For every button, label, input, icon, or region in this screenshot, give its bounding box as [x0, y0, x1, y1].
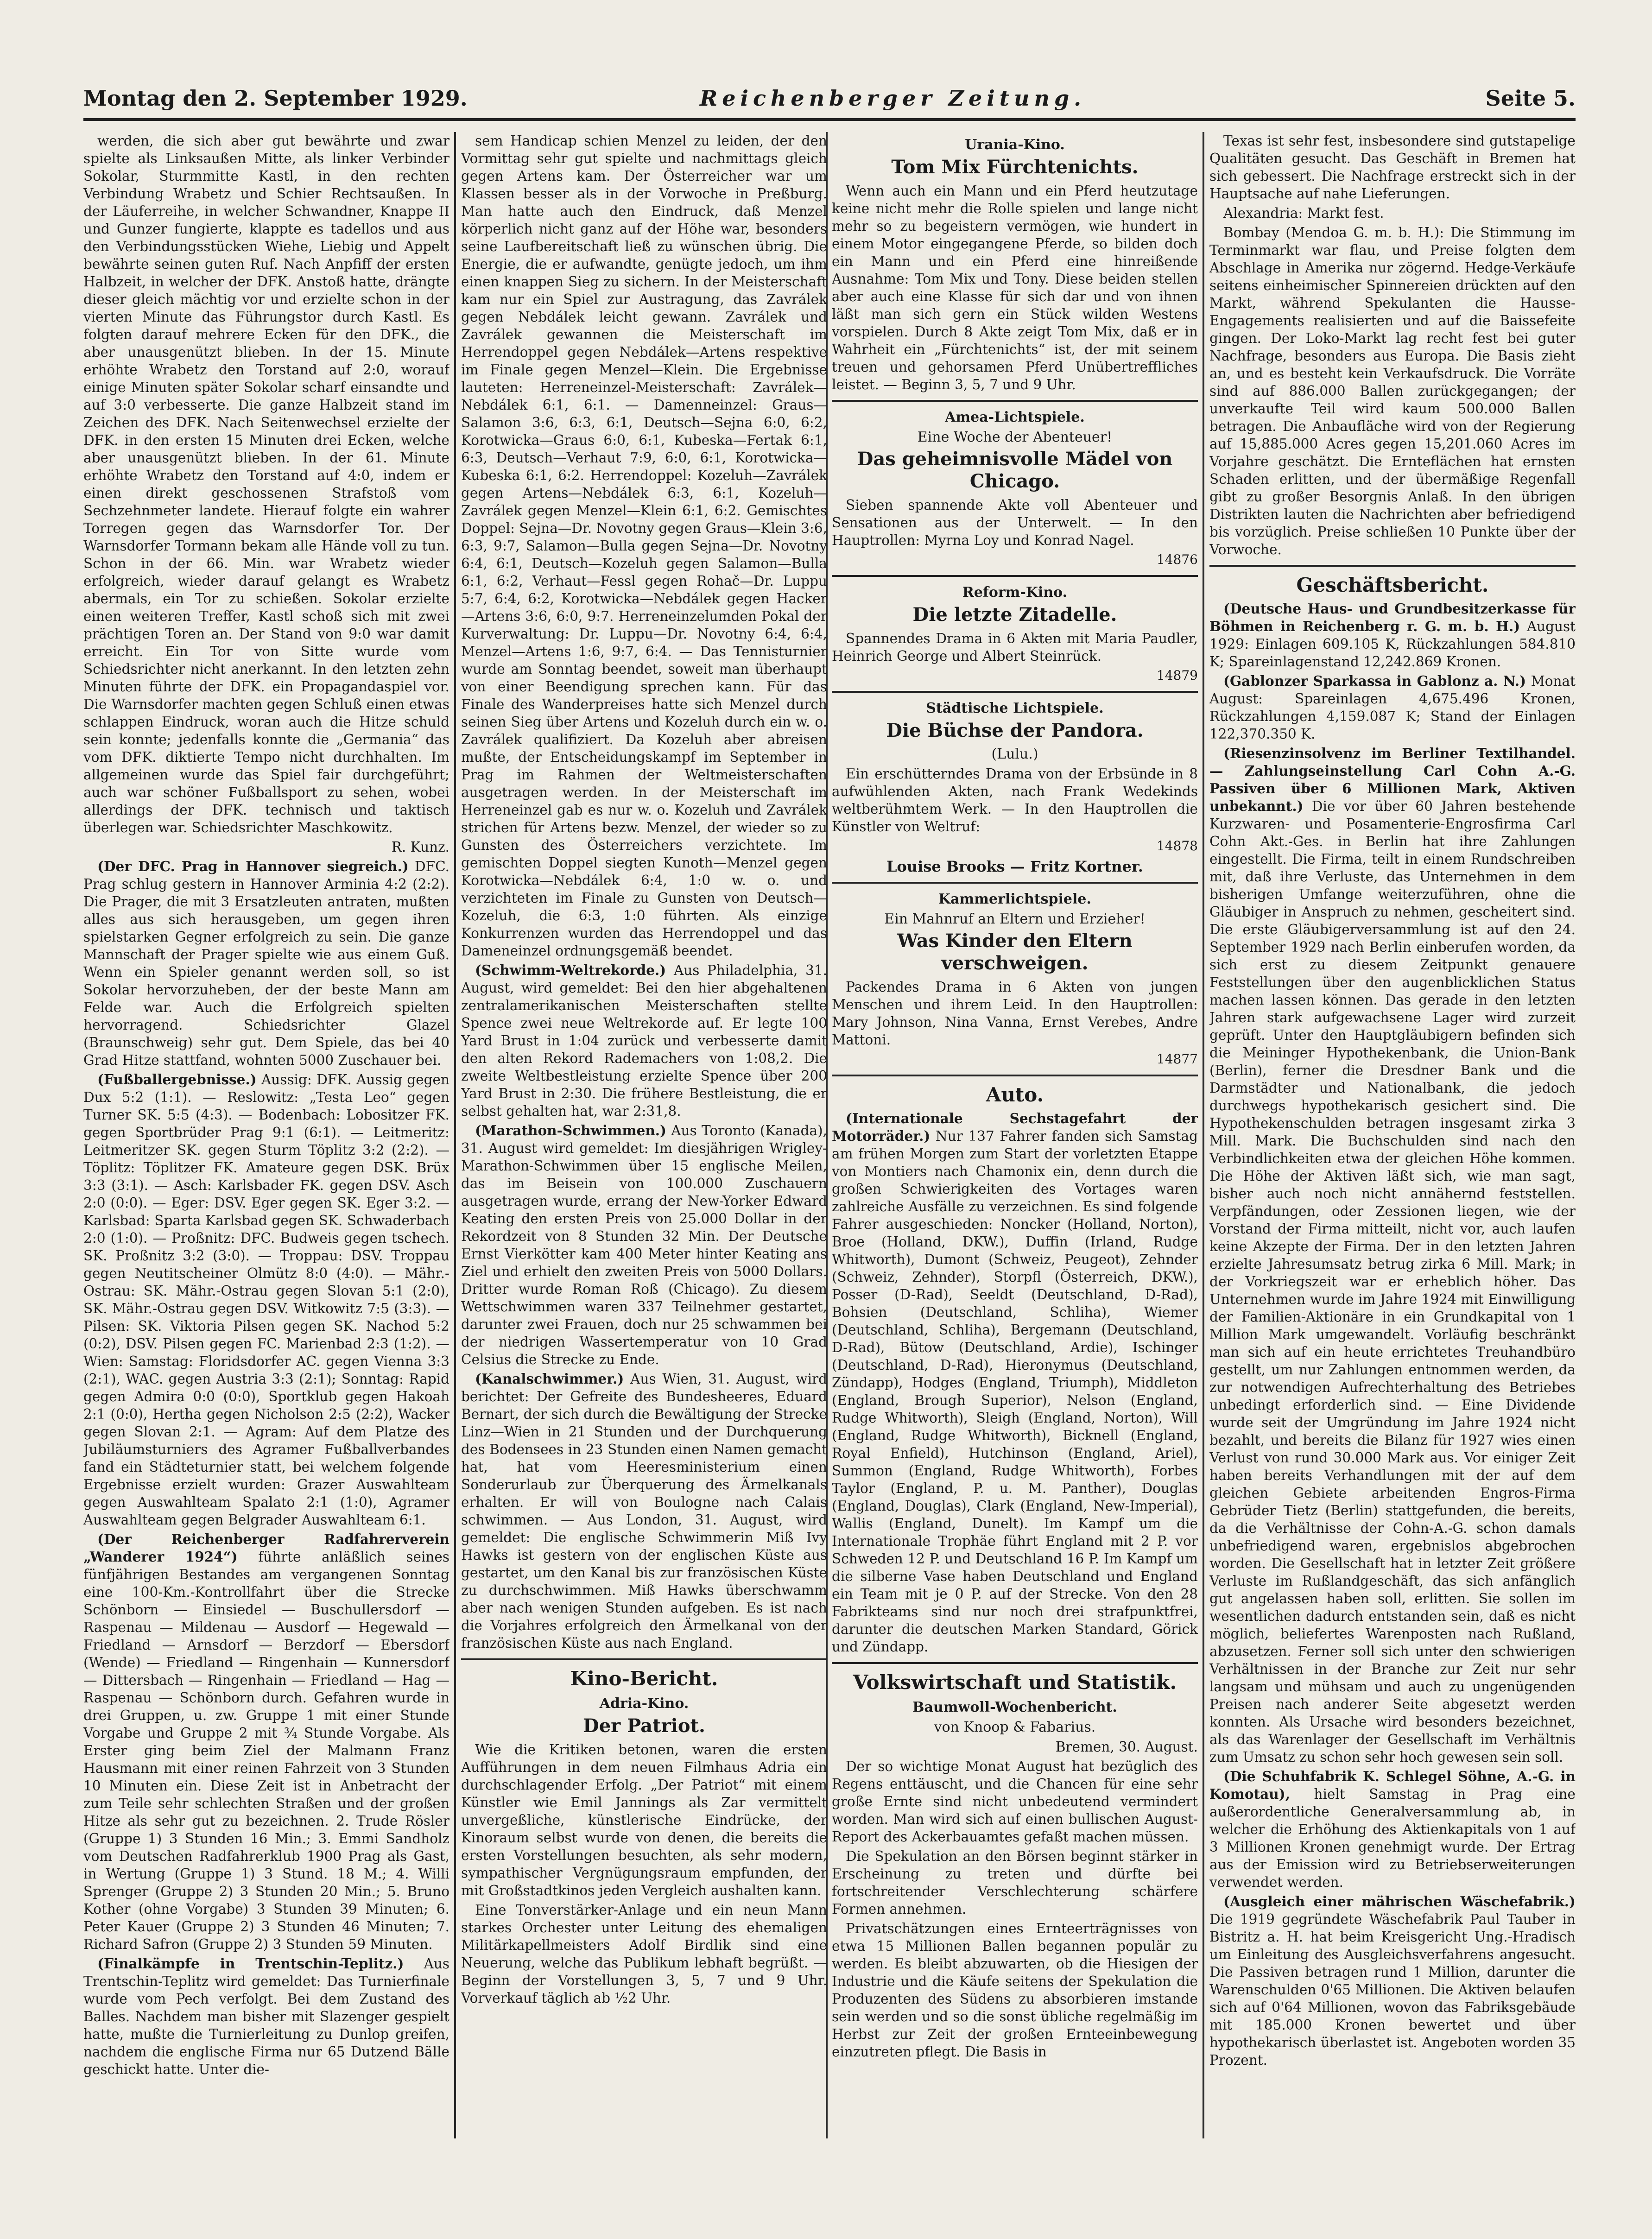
article-paragraph	[83, 1531, 449, 1953]
article-paragraph	[83, 858, 449, 1069]
article-body: hielt Samstag in Prag eine außerordentliche Generalversammlung ab, in welcher die Erhöhung des Aktienkapitals von 1 auf 3 Millionen Kronen genehmigt wurde. Der Ertrag aus der Emission wird zu Betriebserweiterungen verwendet werden.	[1209, 1786, 1576, 1890]
article-lead: (Der DFC. Prag in Hannover siegreich.)	[97, 858, 409, 874]
section-subtitle: Baumwoll-Wochenbericht.	[912, 1699, 1117, 1715]
article-paragraph: Ein erschütterndes Drama von der Erbsünde in 8 aufwühlenden Akten, nach Frank Wedekinds weltberühmtem Werk. — In den Hauptrollen die Künstler von Weltruf:	[832, 766, 1198, 835]
section-divider	[832, 691, 1198, 693]
article-paragraph: Wenn auch ein Mann und ein Pferd heutzutage keine nicht mehr die Rolle spielen und lange nicht mehr so zu begeistern vermögen, wie hundert in einem Motor eingegangene Pferde, so bilden doch ein Mann und ein Pferd eine hinreißende Ausnahme: Tom Mix und Tony. Diese beiden stellen aber auch eine Klasse für sich dar und von ihnen läßt man sich gern ein Stück wilden Westens vorspielen. Durch 8 Akte zeigt Tom Mix, daß er in Wahrheit ein „Fürchtenichts“ ist, der mit seinem treuen und gehorsamen Pferd Unübertreffliches leistet. — Beginn 3, 5, 7 und 9 Uhr.	[832, 183, 1198, 392]
section-divider	[461, 1658, 827, 1660]
cinema-name: Adria-Kino.	[599, 1695, 689, 1712]
article-body: Aussig: DFK. Aussig gegen Dux 5:2 (1:1). — Reslowitz: „Testa Leo“ gegen Turner SK. 5:5 (4:3). — Bodenbach: Lobositzer FK. gegen Sportbrüder Prag 9:1 (6:1). — Leitmeritz: Leitmeritzer SK. gegen Sturm Töplitz 3:2 (2:2). — Töplitz: Töplitzer FK. Amateure gegen DSK. Brüx 3:3 (3:1). — Asch: Karlsbader FK. gegen DSV. Asch 2:0 (0:0). — Eger: DSV. Eger gegen SK. Eger 3:2. — Karlsbad: Sparta Karlsbad gegen SK. Schwaderbach 2:0 (1:0). — Proßnitz: DFC. Budweis gegen tschech. SK. Proßnitz 3:2 (3:0). — Troppau: DSV. Troppau gegen Neutitscheiner Olmütz 8:0 (4:0). — Mähr.-Ostrau: SK. Mähr.-Ostrau gegen Slovan 5:1 (2:0), SK. Mähr.-Ostrau gegen DSV. Witkowitz 7:5 (3:3). — Pilsen: SK. Viktoria Pilsen gegen SK. Nachod 5:2 (0:2), DSV. Pilsen gegen FC. Marienbad 2:3 (1:2). — Wien: Samstag: Floridsdorfer AC. gegen Vienna 3:3 (2:1), WAC. gegen Austria 3:3 (2:1); Sonntag: Rapid gegen Admira 0:0 (0:0), Sportklub gegen Hakoah 2:1 (0:0), Hertha gegen Nicholson 2:5 (2:2), Wacker gegen Slovan 2:1. — Agram: Auf dem Platze des Jubiläumsturniers des Agramer Fußballverbandes fand ein Städteturnier statt, bei welchem folgende Ergebnisse erzielt wurden: Grazer Auswahlteam gegen Auswahlteam Spalato 2:1 (1:0), Agramer Auswahlteam gegen Belgrader Auswahlteam 6:1.	[83, 1072, 449, 1528]
article-paragraph: Texas ist sehr fest, insbesondere sind gutstapelige Qualitäten gesucht. Das Geschäft in Bremen hat sich gebessert. Die Nachfrage erstreckt sich in der Hauptsache auf nahe Lieferungen.	[1209, 133, 1576, 202]
header-date: Montag den 2. September 1929.	[83, 86, 468, 111]
column-rule	[1203, 132, 1204, 2138]
cinema-name: Städtische Lichtspiele.	[926, 700, 1104, 716]
section-divider	[1209, 565, 1576, 567]
article-lead: (Kanalschwimmer.)	[475, 1371, 624, 1387]
article-paragraph	[1209, 745, 1576, 1766]
article-body: Aus Toronto (Kanada), 31. August wird gemeldet: Im diesjährigen Wrigley-Marathon-Schwimmen über 15 englische Meilen, das im Beisein von 100.000 Zuschauern ausgetragen wurde, errang der New-Yorker Edward Keating den ersten Preis von 25.000 Dollar in der Rekordzeit von 8 Stunden 32 Min. Der Deutsche Ernst Vierkötter kam 400 Meter hinter Keating ans Ziel und erhielt den zweiten Preis von 5000 Dollars. Dritter wurde Roman Roß (Chicago). Zu diesem Wettschwimmen waren 337 Teilnehmer gestartet, darunter zwei Frauen, doch nur 25 schwammen bei der niedrigen Wassertemperatur von 10 Grad Celsius die Strecke zu Ende.	[461, 1123, 827, 1367]
article-paragraph: Alexandria: Markt fest.	[1223, 205, 1384, 221]
section-divider	[832, 575, 1198, 577]
article-lead: (Marathon-Schwimmen.)	[475, 1122, 667, 1138]
column-3	[832, 132, 1198, 2138]
article-body: führte anläßlich seines fünfjährigen Bestandes am vergangenen Sonntag eine 100-Km.-Kontrollfahrt über die Strecke Schönborn — Einsiedel — Buschullersdorf — Raspenau — Mildenau — Ausdorf — Hegewald — Friedland — Arnsdorf — Berzdorf — Ebersdorf (Wende) — Friedland — Ringenhain — Kunnersdorf — Dittersbach — Ringenhain — Friedland — Hag — Raspenau — Schönborn durch. Gefahren wurde in drei Gruppen, u. zw. Gruppe 1 mit einer Stunde Vorgabe und Gruppe 2 mit ¾ Stunde Vorgabe. Als Erster ging beim Ziel der Malmann Franz Hausmann mit einer reinen Fahrzeit von 3 Stunden 10 Minuten ein. Diese Zeit ist in Anbetracht der zum Teile sehr schlechten Straßen und der großen Hitze als sehr gut zu bezeichnen. 2. Trude Rösler (Gruppe 1) 3 Stunden 16 Min.; 3. Emmi Sandholz vom Deutschen Radfahrerklub 1900 Prag als Gast, in Wertung (Gruppe 1) 3 Stund. 18 M.; 4. Willi Sprenger (Gruppe 2) 3 Stunden 20 Min.; 5. Bruno Kother (ohne Vorgabe) 3 Stunden 39 Minuten; 6. Peter Kauer (Gruppe 2) 3 Stunden 46 Minuten; 7. Richard Safron (Gruppe 2) 3 Stunden 59 Minuten.	[83, 1549, 449, 1952]
article-paragraph	[1209, 1768, 1576, 1891]
article-paragraph	[461, 961, 827, 1120]
cinema-name: Amea-Lichtspiele.	[945, 409, 1085, 425]
article-paragraph	[83, 1955, 449, 2078]
film-title: Das geheimnisvolle Mädel von Chicago.	[857, 448, 1173, 492]
ad-code: 14877	[1156, 1051, 1198, 1067]
article-body: Aus Philadelphia, 31. August, wird gemeldet: Bei den hier abgehaltenen zentralamerikanischen Meisterschaften stellte Spence zwei neue Weltrekorde auf. Er legte 100 Yard Brust in 1:04 zurück und verbesserte damit den alten Rekord Rademachers von 1:08,2. Die zweite Weltbestleistung erzielte Spence über 200 Yard Brust in 2:30. Die frühere Bestleistung, die er selbst gehalten hat, war 2:31,8.	[461, 962, 827, 1119]
article-paragraph: Sieben spannende Akte voll Abenteuer und Sensationen aus der Unterwelt. — In den Hauptrollen: Myrna Loy und Konrad Nagel.	[832, 497, 1198, 548]
article-lead: (Finalkämpfe in Trentschin-Teplitz.)	[97, 1955, 404, 1972]
article-body: Monat August: Spareinlagen 4,675.496 Kronen, Rückzahlungen 4,159.087 K; Stand der Einlagen 122,370.350 K.	[1209, 673, 1576, 742]
article-paragraph: Eine Tonverstärker-Anlage und ein neun Mann starkes Orchester unter Leitung des ehemaligen Militärkapellmeisters Adolf Birdlik sind eine Neuerung, welche das Publikum lebhaft begrüßt. — Beginn der Vorstellungen 3, 5, 7 und 9 Uhr. Vorverkauf täglich ab ½2 Uhr.	[461, 1902, 827, 2006]
article-body: August 1929: Einlagen 609.105 K, Rückzahlungen 584.810 K; Spareinlagenstand 12,242.869 Kronen.	[1209, 619, 1576, 670]
article-lead: (Schwimm-Weltrekorde.)	[475, 962, 666, 978]
article-paragraph: Packendes Drama in 6 Akten von jungen Menschen und ihrem Leid. In den Hauptrollen: Mary Johnson, Nina Vanna, Ernst Verebes, Andre Mattoni.	[832, 979, 1198, 1048]
section-title: Volkswirtschaft und Statistik.	[853, 1671, 1177, 1694]
film-title: Die letzte Zitadelle.	[912, 604, 1117, 626]
article-paragraph: Der so wichtige Monat August hat bezüglich des Regens enttäuscht, und die Chancen für eine sehr große Ernte sind nicht unbedeutend vermindert worden. Man wird sich auf einen bullischen August-Report des Ackerbauamtes gefaßt machen müssen.	[832, 1758, 1198, 1845]
article-paragraph: Bombay (Mendoa G. m. b. H.): Die Stimmung im Terminmarkt war flau, und Preise folgten dem Abschlage in Amerika nur zögernd. Hedge-Verkäufe seitens einheimischer Spinnereien drückten auf den Markt, während Spekulanten die Hausse-Engagements realisierten und auf die Baissefeite gingen. Der Loko-Markt lag recht fest bei guter Nachfrage, besonders aus Europa. Die Basis zieht an, und es besteht kein Verkaufsdruck. Die Vorräte sind auf 886.000 Ballen zurückgegangen; der unverkaufte Teil wird kaum 500.000 Ballen betragen. Die Anbaufläche wird von der Regierung auf 15,885.000 Acres gegen 15,201.060 Acres im Vorjahre geschätzt. Die Ernteflächen hat ernsten Schaden erlitten, und der übermäßige Regenfall gibt zu großer Besorgnis Anlaß. In den übrigen Distrikten lauten die Nachrichten aber befriedigend bis vorzüglich. Preise schließen 10 Punkte über der Vorwoche.	[1209, 225, 1576, 557]
dateline: Bremen, 30. August.	[1055, 1739, 1198, 1755]
ad-code: 14876	[1156, 552, 1198, 567]
section-title: Auto.	[986, 1083, 1044, 1106]
section-divider	[832, 400, 1198, 402]
article-body: DFC. Prag schlug gestern in Hannover Arminia 4:2 (2:2). Die Prager, die mit 3 Ersatzleuten antraten, mußten alles aus sich herausgeben, um gegen ihren spielstarken Gegner erfolgreich zu sein. Die ganze Mannschaft der Prager spielte wie aus einem Guß. Wenn ein Spieler genannt werden soll, so ist Sokolar hervorzuheben, der der beste Mann am Felde war. Auch die Erfolgreich spielten hervorragend. Schiedsrichter Glazel (Braunschweig) sehr gut. Dem Spiele, das bei 40 Grad Hitze stattfand, wohnten 5000 Zuschauer bei.	[83, 859, 449, 1068]
film-title: Der Patriot.	[583, 1715, 705, 1737]
article-paragraph: Die Spekulation an den Börsen beginnt stärker in Erscheinung zu treten und dürfte bei fortschreitender Verschlechterung schärfere Formen annehmen.	[832, 1848, 1198, 1917]
article-paragraph	[1209, 600, 1576, 670]
section-title: Kino-Bericht.	[570, 1667, 718, 1690]
article-body: Die vor über 60 Jahren bestehende Kurzwaren- und Posamenterie-Engrosfirma Carl Cohn Akt.-Ges. in Berlin hat ihre Zahlungen eingestellt. Die Firma, teilt in einem Rundschreiben mit, daß ihre Verluste, das Unternehmen in dem bisherigen Umfange weiterzuführen, ohne die Gläubiger in Anspruch zu nehmen, gescheitert sind. Die erste Gläubigerversammlung ist auf den 24. September 1929 nach Berlin einberufen worden, da sich erst zu diesem Zeitpunkt genauere Feststellungen über den augenblicklichen Status machen lassen können. Das gerade in den letzten Jahren stark aufgewachsene Lager wird zurzeit geprüft. Unter den Hauptgläubigern befinden sich die Meininger Hypothekenbank, die Union-Bank (Berlin), ferner die Dresdner Bank und die Darmstädter und Nationalbank, die jedoch durchwegs hypothekarisch gesichert sind. Die Hypothekenschulden betragen insgesamt zirka 3 Mill. Mark. Die Buchschulden sind nach den Verbindlichkeiten etwa der gleichen Höhe kommen. Die Höhe der Aktiven läßt sich, wie man sagt, bisher auch noch nicht annähernd feststellen. Verpfändungen, oder Zessionen liegen, wie der Vorstand der Firma mitteilt, nicht vor, auch laufen keine Akzepte der Firma. Der in den letzten Jahren erzielte Jahresumsatz betrug zirka 6 Mill. Mark; in der Vorkriegszeit war er erheblich höher. Das Unternehmen wurde im Jahre 1924 mit Einwilligung der Familien-Aktionäre in ein Grundkapital von 1 Million Mark umgewandelt. Vorläufig beschränkt man sich auf ein heute errichtetes Treuhandbüro gestellt, um nur Zahlungen entnommen werden, da zur notwendigen Aufrechterhaltung des Betriebes unbedingt erforderlich sind. — Eine Dividende wurde seit der Umgründung im Jahre 1924 nicht bezahlt, und bereits die Bilanz für 1927 wies einen Verlust von rund 30.000 Mark aus. Vor einiger Zeit haben bereits Verhandlungen mit der auf dem gleichen Gebiete arbeitenden Engros-Firma Gebrüder Tietz (Berlin) stattgefunden, die bereits, da die Verhältnisse der Cohn-A.-G. schon damals unbefriedigend waren, ergebnislos abgebrochen worden. Die Gesellschaft hat in letzter Zeit größere Verluste im Rußlandgeschäft, das sich anfänglich gut angelassen haben soll, erlitten. Sie sollen im wesentlichen dadurch entstanden sein, daß es nicht möglich, beliefertes Warenposten nach Rußland, abzusetzen. Ferner soll sich unter den schwierigen Verhältnissen in der Branche zur Zeit nur sehr langsam und mühsam und auch zu ungenügenden Preisen nach anderer Seite abgesetzt werden konnten. Als Ursache wird besonders bezeichnet, als das Warenlager der Gesellschaft im Verhältnis zum Umsatz zu schon sehr hoch gewesen sein soll.	[1209, 798, 1576, 1765]
article-paragraph	[1209, 672, 1576, 743]
article-lead: (Ausgleich einer mährischen Wäschefabrik.)	[1223, 1893, 1576, 1910]
cinema-subtitle: Ein Mahnruf an Eltern und Erzieher!	[884, 911, 1146, 927]
article-signature: R. Kunz.	[391, 839, 449, 855]
article-paragraph	[83, 1071, 449, 1529]
article-lead: (Fußballergebnisse.)	[97, 1071, 257, 1088]
article-body: Aus Wien, 31. August, wird berichtet: Der Gefreite des Bundesheeres, Eduard Bernart, der sich durch die Bewältigung der Strecke Linz—Wien in 21 Stunden und der Durchquerung des Bodensees in 23 Stunden einen Namen gemacht hat, hat vom Heeresministerium einen Sonderurlaub zur Überquerung des Ärmelkanals erhalten. Er will von Boulogne nach Calais schwimmen. — Aus London, 31. August, wird gemeldet: Die englische Schwimmerin Miß Ivy Hawks ist gestern von der englischen Küste aus gestartet, um den Kanal bis zur französischen Küste zu durchschwimmen. Miß Hawks überschwamm aber nach wenigen Stunden aufgeben. Es ist nach die Vorjahres erfolgreich den Ärmelkanal von der französischen Küste aus nach England.	[461, 1371, 827, 1651]
article-paragraph: Privatschätzungen eines Ernteerträgnisses von etwa 15 Millionen Ballen begannen populär zu werden. Es bleibt abzuwarten, ob die Hiesigen der Industrie und die Käufe seitens der Spekulation die Produzenten des Südens zu absorbieren imstande sein werden und so die sonst übliche regelmäßig im Herbst zur Zeit der großen Ernteeinbewegung einzutreten pflegt. Die Basis in	[832, 1921, 1198, 2060]
film-subtitle: (Lulu.)	[991, 746, 1038, 762]
article-paragraph: werden, die sich aber gut bewährte und zwar spielte als Linksaußen Mitte, als linker Verbinder Sokolar, Sturmmitte Kastl, in den rechten Verbindung Wrabetz und Schier Rechtsaußen. In der Läuferreihe, in welcher Schwandner, Knappe II und Gunzer fungierte, klappte es tadellos und aus den Verbindungsstücken Wiehe, Liebig und Appelt bewährte seinen guten Ruf. Nach Anpfiff der ersten Halbzeit, in welcher der DFK. Anstoß hatte, drängte dieser gleich mächtig vor und erzielte schon in der vierten Minute das Führungstor durch Kastl. Es folgten darauf mehrere Ecken für den DFK., die aber unausgenützt blieben. In der 15. Minute erhöhte Wrabetz den Torstand auf 2:0, worauf einige Minuten später Sokolar scharf einsandte und auf 3:0 verbesserte. Die ganze Halbzeit stand im Zeichen des DFK. Nach Seitenwechsel erzielte der DFK. in den ersten 15 Minuten drei Ecken, welche aber unausgenützt blieben. In der 61. Minute erhöhte Wrabetz den Torstand auf 4:0, indem er einen direkt geschossenen Strafstoß vom Sechzehnmeter landete. Hierauf folgte ein wahrer Torregen gegen das Warnsdorfer Tor. Der Warnsdorfer Tormann bekam alle Hände voll zu tun. Schon in der 66. Min. war Wrabetz wieder erfolgreich, wieder darauf gelangt es Wrabetz abermals, ein Tor zu schießen. Sokolar erzielte einen weiteren Treffer, Kastl schoß sich mit zwei prächtigen Toren an. Der Stand von 9:0 war damit erreicht. Ein Tor von Sitte wurde vom Schiedsrichter nicht anerkannt. In den letzten zehn Minuten führte der DFK. ein Propagandaspiel vor. Die Warnsdorfer machten gegen Schluß einen etwas schlappen Eindruck, woran auch die Hitze schuld sein konnte; jedenfalls konnte die „Germania“ das vom DFK. diktierte Tempo nicht durchhalten. Im allgemeinen wurde das Spiel fair durchgeführt; auch war schöner Fußballsport zu sehen, wobei allerdings der DFK. technisch und taktisch überlegen war. Schiedsrichter Maschkowitz.	[83, 133, 449, 835]
article-lead: (Die Schuhfabrik K. Schlegel Söhne, A.-G. in Komotau),	[1209, 1768, 1576, 1802]
column-1	[83, 132, 449, 2138]
ad-code: 14878	[1156, 838, 1198, 854]
article-paragraph	[461, 1370, 827, 1652]
film-title: Was Kinder den Eltern verschweigen.	[897, 930, 1133, 974]
cinema-name: Reform-Kino.	[962, 584, 1068, 601]
article-paragraph	[832, 1110, 1198, 1656]
article-lead: (Internationale Sechstagefahrt der Motorräder.)	[832, 1110, 1198, 1144]
article-paragraph: Wie die Kritiken betonen, waren die ersten Aufführungen in dem neuen Filmhaus Adria ein durchschlagender Erfolg. „Der Patriot“ mit einem Künstler wie Emil Jannings als Zar vermittelt unvergeßliche, künstlerische Eindrücke, der Kinoraum selbst wurde von denen, die bereits die ersten Vorstellungen besuchten, als sehr modern, sympathischer Vergnügungsraum empfunden, der mit Großstadtkinos jeden Vergleich aushalten kann.	[461, 1742, 827, 1898]
cinema-name: Urania-Kino.	[965, 137, 1065, 153]
article-paragraph: sem Handicap schien Menzel zu leiden, der den Vormittag sehr gut spielte und nachmittags gleich gegen Artens kam. Der Österreicher war um Klassen besser als in der Vorwoche in Preßburg. Man hatte auch den Eindruck, daß Menzel körperlich nicht ganz auf der Höhe war, besonders seine Laufbereitschaft ließ zu wünschen übrig. Die Energie, die er aufwandte, genügte jedoch, um ihm einen knappen Sieg zu sichern. In der Meisterschaft kam nur ein Spiel zur Austragung, das Zavrálek gegen Nebdálek leicht gewann. Zavrálek und Zavrálek gewannen die Meisterschaft im Herrendoppel gegen Nebdálek—Artens respektive im Finale gegen Menzel—Klein. Die Ergebnisse lauteten: Herreneinzel-Meisterschaft: Zavrálek—Nebdálek 6:1, 6:1. — Damenneinzel: Graus—Salamon 3:6, 6:3, 6:1, Deutsch—Sejna 6:0, 6:2, Korotwicka—Graus 6:0, 6:1, Kubeska—Fertak 6:1, 6:3, Deutsch—Verhaut 7:9, 6:0, 6:1, Korotwicka—Kubeska 6:1, 6:2. Herrendoppel: Kozeluh—Zavrálek gegen Artens—Nebdálek 6:3, 6:1, Kozeluh—Zavrálek gegen Menzel—Klein 6:1, 6:2. Gemischtes Doppel: Sejna—Dr. Novotny gegen Graus—Klein 3:6, 6:3, 9:7, Salamon—Bulla gegen Sejna—Dr. Novotny 6:4, 6:1, Deutsch—Kozeluh gegen Salamon—Bulla 6:1, 6:2, Verhaut—Fessl gegen Rohač—Dr. Luppu 5:7, 6:4, 6:2, Korotwicka—Nebdálek gegen Hacker—Artens 3:6, 6:0, 9:7. Herreneinzelumden Pokal der Kurverwaltung: Dr. Luppu—Dr. Novotny 6:4, 6:4, Menzel—Artens 1:6, 9:7, 6:4. — Das Tennisturnier wurde am Sonntag beendet, soweit man überhaupt von einer Beendigung sprechen kann. Für das Finale des Wanderpreises hatte sich Menzel durch seinen Sieg über Artens und Kozeluh durch ein w. o. Zavrálek qualifiziert. Da Kozeluh aber abreisen mußte, der Entscheidungskampf im September in Prag im Rahmen der Weltmeisterschaften ausgetragen werden. In der Meisterschaft im Herreneinzel gab es nur w. o. Kozeluh und Zavrálek strichen für Artens bezw. Menzel, der wieder so zu Gunsten des Österreichers verzichtete. Im gemischten Doppel siegten Kunoth—Menzel gegen Korotwicka—Nebdálek 6:4, 1:0 w. o. und verzichteten im Finale zu Gunsten von Deutsch—Kozeluh, die 6:3, 1:0 führten. Als einzige Konkurrenzen wurden das Herrendoppel und das Dameneinzel ordnungsgemäß beendet.	[461, 133, 827, 959]
film-actors: Louise Brooks — Fritz Kortner.	[886, 858, 1143, 875]
page-header	[83, 86, 1576, 121]
cinema-subtitle: Eine Woche der Abenteuer!	[917, 429, 1113, 445]
article-lead: (Deutsche Haus- und Grundbesitzerkasse für Böhmen in Reichenberg r. G. m. b. H.)	[1209, 601, 1576, 634]
ad-code: 14879	[1156, 668, 1198, 683]
column-2	[461, 132, 827, 2138]
article-lead: (Gablonzer Sparkassa in Gablonz a. N.)	[1223, 673, 1526, 689]
article-lead: (Der Reichenberger Radfahrerverein „Wanderer 1924“)	[83, 1531, 449, 1565]
film-title: Tom Mix Fürchtenichts.	[891, 156, 1139, 178]
article-paragraph: Spannendes Drama in 6 Akten mit Maria Paudler, Heinrich George und Albert Steinrück.	[832, 631, 1198, 664]
article-body: Nur 137 Fahrer fanden sich Samstag am frühen Morgen zum Start der vorletzten Etappe von Montiers nach Chamonix ein, denn durch die großen Schwierigkeiten des Vortages waren zahlreiche Ausfälle zu verzeichnen. Es sind folgende Fahrer ausgeschieden: Noncker (Holland, Norton), Broe (Holland, DKW.), Duffin (Irland, Rudge Whitworth), Dumont (Schweiz, Peugeot), Zehnder (Schweiz, Zehnder), Storpfl (Österreich, DKW.), Posser (D-Rad), Seeldt (Deutschland, D-Rad), Bohsien (Deutschland, Schliha), Wiemer (Deutschland, Schliha), Bergemann (Deutschland, D-Rad), Bütow (Deutschland, Ardie), Ischinger (Deutschland, D-Rad), Hieronymus (Deutschland, Zündapp), Hodges (England, Triumph), Middleton (England, Brough Superior), Nelson (England, Rudge Whitworth), Sleigh (England, Norton), Will (England, Rudge Whitworth), Bicknell (England, Royal Enfield), Hutchinson (England, Ariel), Summon (England, Rudge Whitworth), Forbes Taylor (England, P. u. M. Panther), Douglas (England, Douglas), Clark (England, New-Imperial), Wallis (England, Dunelt). Im Kampf um die Internationale Trophäe führt England mit 2 P. vor Schweden 12 P. und Deutschland 16 P. Im Kampf um die silberne Vase haben Deutschland und England ein Team mit je 0 P. auf der Strecke. Von den 28 Fabrikteams sind nur noch drei strafpunktfrei, darunter die deutschen Marken Standard, Görick und Zündapp.	[832, 1128, 1198, 1655]
article-lead: (Riesenzinsolvenz im Berliner Textilhandel. — Zahlungseinstellung Carl Cohn A.-G. Passiven über 6 Millionen Mark, Aktiven unbekannt.)	[1209, 745, 1576, 814]
article-paragraph	[1209, 1893, 1576, 2069]
section-divider	[832, 1075, 1198, 1076]
section-divider	[832, 882, 1198, 884]
article-body: Die 1919 gegründete Wäschefabrik Paul Tauber in Bistritz a. H. hat beim Kreisgericht Ung.-Hradisch um Einleitung des Ausgleichsverfahrens angesucht. Die Passiven betragen rund 1 Million, darunter die Warenschulden 0'65 Millionen. Die Aktiven belaufen sich auf 0'64 Millionen, wovon das Fabriksgebäude mit 185.000 Kronen bewertet und über hypothekarisch überlastet ist. Angeboten worden 35 Prozent.	[1209, 1911, 1576, 2068]
article-body: Aus Trentschin-Teplitz wird gemeldet: Das Turnierfinale wurde vom Pech verfolgt. Bei dem Zustand des Balles. Nachdem man bisher mit Slazenger gespielt hatte, mußte die Turnierleitung zu Dunlop greifen, nachdem die englische Firma nur 65 Dutzend Bälle geschickt hatte. Unter die-	[83, 1956, 449, 2077]
column-rule	[454, 132, 456, 2138]
article-paragraph	[461, 1122, 827, 1368]
section-divider	[832, 1662, 1198, 1664]
header-page-number: Seite 5.	[1485, 86, 1576, 111]
header-paper-name: Reichenberger Zeitung.	[700, 86, 1086, 111]
column-4	[1209, 132, 1576, 2138]
report-source: von Knoop & Fabarius.	[934, 1719, 1096, 1735]
section-title: Geschäftsbericht.	[1296, 574, 1489, 596]
cinema-name: Kammerlichtspiele.	[938, 891, 1091, 907]
film-title: Die Büchse der Pandora.	[886, 720, 1144, 741]
